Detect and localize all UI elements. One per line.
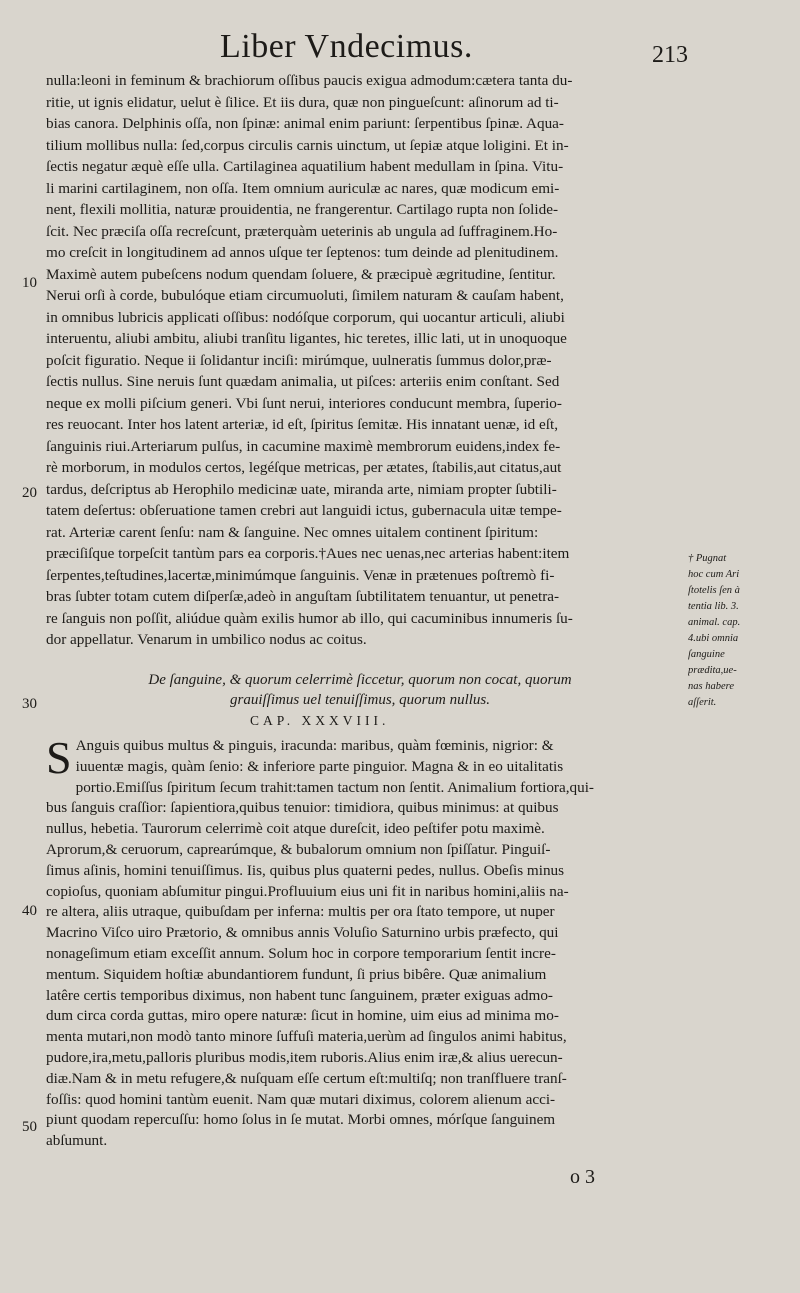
- running-head-title: Liber Vndecimus.: [220, 28, 473, 65]
- margin-note-line: ſanguine: [688, 649, 725, 660]
- line-number-10: 10: [22, 275, 37, 291]
- marginal-note: [688, 551, 788, 711]
- text-line: menta mutari,non modò tanto minore ſuffuſi materia,uerùm ad ſingulos animi habitus,: [46, 1028, 567, 1046]
- text-line: iuuentæ magis, quàm ſenio: & inferiore parte pinguior. Magna & in eo uitalitatis: [75, 757, 564, 775]
- drop-capital: S: [46, 732, 72, 783]
- text-line: nullus, hebetia. Taurorum celerrimè coit atque dureſcit, ideo peſtifer potu maximè.: [46, 820, 545, 838]
- text-line: piunt quodam repercuſſu: homo ſolus in ſe mutat. Morbi omnes, mórſque ſanguinem: [46, 1111, 556, 1129]
- text-line: bias canora. Delphinis oſſa, non ſpinæ: animal enim pariunt: ſerpentibus ſpinæ. Aqua-: [46, 115, 564, 132]
- text-line: Aprorum,& ceruorum, caprearúmque, & bubalorum omnium non ſpiſſatur. Pinguiſ-: [46, 840, 551, 858]
- paragraph-bones-nerves: [46, 70, 678, 651]
- margin-note-line: hoc cum Ari: [688, 569, 740, 580]
- text-line: in omnibus lubricis applicati oſſibus: nodóſque corporum, qui uocantur articuli, aliubi: [46, 308, 565, 326]
- text-line: præciſiſque torpeſcit tantùm pars ea corporis.†Aues nec uenas,nec arterias habent:item: [46, 545, 570, 562]
- margin-note-line: ſtotelis ſen à: [688, 585, 740, 596]
- chapter-label: CAP. XXXVIII.: [250, 713, 390, 728]
- text-line: tilium mollibus nulla: ſed,corpus circulis carnis uinctum, ut ſepiæ atque loligini. Et in-: [46, 136, 569, 154]
- text-line: rè morborum, in modulos certos, legéſque metricas, per ætates, ſtabilis,aut citatus,aut: [46, 459, 562, 476]
- text-line: portio.Emiſſus ſpiritum ſecum trahit:tamen tactum non ſentit. Animalium fortiora,qui-: [75, 778, 594, 796]
- line-number-30: 30: [22, 696, 37, 712]
- text-line: dum circa corda guttas, miro opere naturæ: ſicut in homine, uim eius ad minima mo-: [46, 1007, 559, 1025]
- text-line: nonageſimum etiam exceſſit annum. Solum hoc in corpore temporarium ſentit incre-: [46, 944, 556, 962]
- text-line: nent, flexili mollitia, naturæ prouidentia, ne frangerentur. Cartilago rupta non ſolide-: [46, 201, 559, 218]
- text-line: re ſanguis non poſſit, aliúdue quàm exilis humor ab illo, qui cacuminibus innumeris ſu-: [46, 609, 573, 627]
- text-line: neque ex molli piſcium generi. Vbi ſunt nerui, interiores conducunt membra, ſuperio-: [46, 394, 562, 412]
- text-line: poſcit figuratio. Neque ii ſolidantur inciſi: mirúmque, uulneratis ſummus dolor,præ-: [46, 351, 552, 369]
- text-line: ſectis negatur æquè eſſe ulla. Cartilaginea aquatilium habent medullam in ſpina. Vitu-: [46, 158, 564, 175]
- line-number-40: 40: [22, 903, 37, 919]
- heading-line: grauiſſimus uel tenuiſſimus, quorum nullus.: [229, 692, 490, 708]
- text-line: mentum. Siquidem hoſtiæ abundantiorem fundunt, ſi prius bibêre. Quæ animalium: [46, 965, 547, 983]
- margin-note-line: animal. cap.: [688, 617, 741, 628]
- text-line: ſectis nullus. Sine neruis ſunt quædam animalia, ut piſces: arteriis enim conſtant. Sed: [46, 373, 560, 390]
- text-line: interuentu, aliubi ambitu, aliubi tranſitu ligantes, hic teretes, illic lati, ut in unoquoque: [46, 330, 567, 347]
- text-line: tardus, deſcriptus ab Herophilo medicinæ uate, miranda arte, nimiam propter ſubtili-: [46, 480, 557, 498]
- text-line: ritie, ut ignis elidatur, uelut è ſilice. Et iis dura, quæ non pingueſcunt: aſinorum ad ti-: [46, 93, 559, 111]
- text-line: Anguis quibus multus & pinguis, iracunda: maribus, quàm fœminis, nigrior: &: [75, 737, 554, 754]
- text-line: Macrino Viſco uiro Prætorio, & omnibus annis Voluſio Saturnino urbis præfecto, qui: [46, 924, 559, 942]
- text-line: bras ſubter totam cutem diſperſæ,adeò in anguſtam ſubtilitatem tenuantur, ut penetra-: [46, 588, 560, 605]
- text-line: ſerpentes,teſtudines,lacertæ,minimúmque ſanguinis. Venæ in prætenues poſtremò fi-: [46, 566, 555, 584]
- text-line: re altera, aliis utraque, quibuſdam per inferna: multis per ora ſtato tempore, ut nuper: [46, 903, 555, 921]
- text-line: Maximè autem pubeſcens nodum quendam ſoluere, & præcipuè ægritudine, ſentitur.: [46, 265, 556, 283]
- line-number-50: 50: [22, 1119, 37, 1135]
- signature-mark: o 3: [570, 1166, 595, 1188]
- margin-note-line: aſſerit.: [688, 697, 717, 708]
- margin-note-line: nas habere: [688, 681, 734, 692]
- text-line: Nerui orſi à corde, bubulóque etiam circumuoluti, ſimilem naturam & cauſam habent,: [46, 287, 564, 304]
- text-line: ſanguinis riui.Arteriarum pulſus, in cacumine maximè membrorum euidens,index fe-: [46, 437, 561, 455]
- margin-note-line: tentia lib. 3.: [688, 601, 739, 612]
- paragraph-blood: [46, 732, 678, 1152]
- text-line: mo creſcit in longitudinem ad annos uſque ter ſeptenos: tum deinde ad plenitudinem.: [46, 244, 559, 261]
- text-line: diæ.Nam & in metu refugere,& nuſquam eſſe certum eſt:multiſq; non tranſfluere tranſ-: [46, 1069, 567, 1087]
- heading-line: De ſanguine, & quorum celerrimè ſiccetur, quorum non cocat, quorum: [148, 672, 572, 688]
- text-line: foſſis: quod homini tantùm euenit. Nam quæ mutari diximus, colorem alienum acci-: [46, 1090, 556, 1108]
- text-line: abſumunt.: [46, 1132, 108, 1150]
- margin-note-line: prædita,ue-: [688, 665, 737, 676]
- text-line: ſcit. Nec præciſa oſſa recreſcunt, præterquàm ueterinis ab ungula ad ſuffraginem.Ho-: [46, 222, 558, 240]
- text-line: nulla:leoni in feminum & brachiorum oſſibus paucis exigua admodum:cætera tanta du-: [46, 72, 573, 89]
- text-line: dor appellatur. Venarum in umbilico nodus ac coitus.: [46, 631, 367, 648]
- text-line: ſimus aſinis, homini tenuiſſimus. Iis, quibus plus quaterni pedes, nullus. Obeſis minus: [46, 861, 565, 879]
- text-line: bus ſanguis craſſior: ſapientiora,quibus tenuior: timidiora, quibus minimus: at quibus: [46, 799, 559, 817]
- text-line: res reuocant. Inter hos latent arteriæ, id eſt, ſpiritus ſemitæ. His innatant uenæ, id eſt,: [46, 416, 559, 433]
- chapter-heading: [100, 670, 620, 710]
- text-line: copioſus, quoniam abſumitur pingui.Profluuium eius uni fit in naribus homini,aliis na-: [46, 882, 569, 900]
- margin-note-line: 4.ubi omnia: [688, 633, 739, 644]
- margin-note-line: † Pugnat: [688, 553, 727, 564]
- text-line: rat. Arteriæ carent ſenſu: nam & ſanguine. Nec omnes uitalem continent ſpiritum:: [46, 523, 539, 541]
- page-number: 213: [652, 42, 688, 68]
- text-line: tatem deſertus: obſeruatione tamen crebri aut languidi ictus, gubernacula uitæ tempe-: [46, 502, 562, 519]
- line-number-20: 20: [22, 485, 37, 501]
- text-line: li marini cartilaginem, non oſſa. Item omnium auriculæ ac nares, quæ modicum emi-: [46, 179, 560, 197]
- text-line: pudore,ira,metu,palloris pluribus modis,item ruboris.Alius enim iræ,& alius uerecun-: [46, 1048, 563, 1066]
- text-line: latêre certis temporibus diximus, non habent tunc ſanguinem, præter exiguas admo-: [46, 986, 553, 1004]
